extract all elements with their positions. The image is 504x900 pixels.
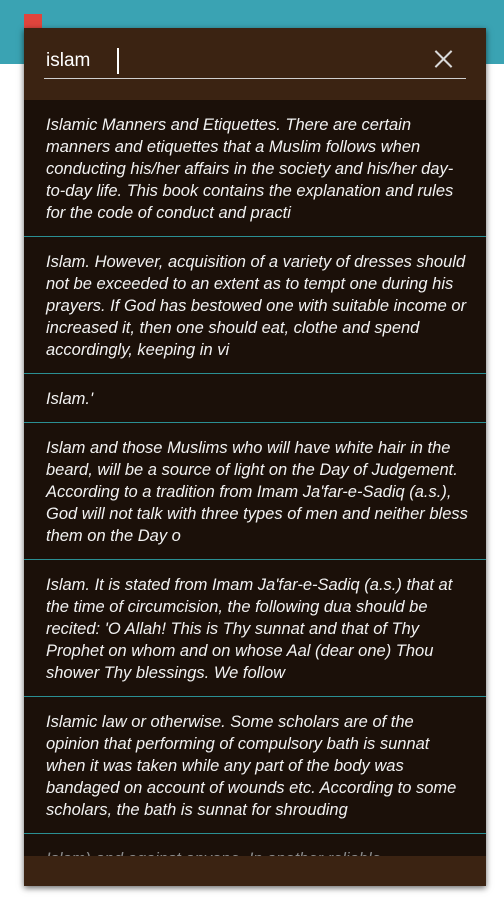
result-item[interactable]: Islam. However, acquisition of a variety of dresses should not be exceeded to an extent as to tempt one during his prayers. If God has bestowed one with suitable income or increased it, then one should eat, clothe and spend accordingly, keeping in vi: [24, 237, 486, 374]
close-icon[interactable]: [428, 44, 458, 74]
result-item[interactable]: Islam and those Muslims who will have white hair in the beard, will be a source of light on the Day of Judgement. According to a tradition from Imam Ja'far-e-Sadiq (a.s.), God will not talk with three types of men and neither bless them on the Day o: [24, 423, 486, 560]
result-item[interactable]: Islamic Manners and Etiquettes. There are certain manners and etiquettes that a Muslim follows when conducting his/her affairs in the society and his/her day-to-day life. This book contains the explanation and rules for the code of conduct and practi: [24, 100, 486, 237]
search-input[interactable]: [46, 48, 346, 74]
text-cursor: [117, 48, 119, 74]
app-icon: [24, 14, 42, 28]
results-list[interactable]: [24, 100, 486, 856]
background: [0, 64, 24, 900]
result-item[interactable]: Islam. It is stated from Imam Ja'far-e-Sadiq (a.s.) that at the time of circumcision, the following dua should be recited: 'O Allah! This is Thy sunnat and that of Thy Prophet on whom and on whose Aal (dear one) Thou shower Thy blessings. We follow: [24, 560, 486, 697]
result-item[interactable]: Islamic law or otherwise. Some scholars are of the opinion that performing of compulsory bath is sunnat when it was taken while any part of the body was bandaged on account of wounds etc. According to some scholars, the bath is sunnat for shrouding: [24, 697, 486, 834]
background: [484, 64, 504, 900]
search-bar: [24, 28, 486, 100]
dialog-bottom-bar: [24, 856, 486, 886]
search-underline: [44, 78, 466, 79]
search-dialog: [24, 28, 486, 886]
result-item[interactable]: Islam.': [24, 374, 486, 423]
